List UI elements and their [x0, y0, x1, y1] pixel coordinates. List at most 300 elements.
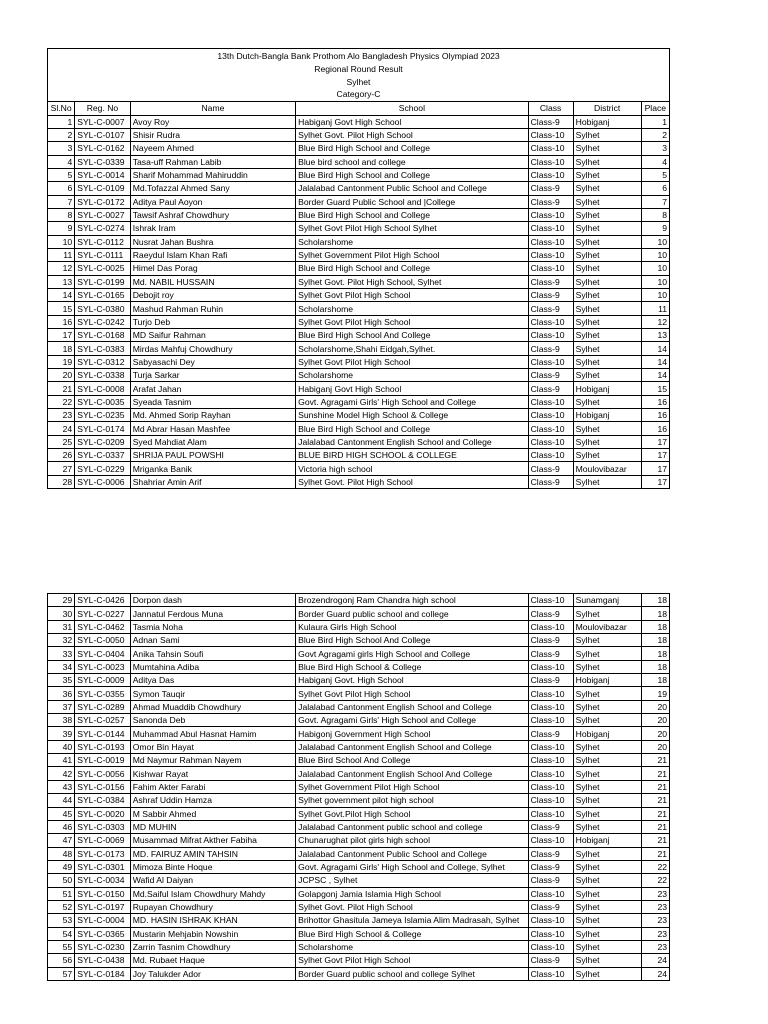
cell-class: Class-9 — [528, 847, 573, 860]
cell-reg-no: SYL-C-0156 — [75, 780, 130, 793]
cell-sl: 54 — [48, 927, 75, 940]
cell-reg-no: SYL-C-0025 — [75, 262, 130, 275]
table-row — [48, 727, 670, 740]
cell-class: Class-10 — [528, 714, 573, 727]
cell-reg-no: SYL-C-0162 — [75, 142, 130, 155]
cell-reg-no: SYL-C-0193 — [75, 740, 130, 753]
cell-district: Sylhet — [573, 262, 641, 275]
cell-name: Dorpon dash — [130, 594, 295, 607]
table-row — [48, 754, 670, 767]
cell-district: Sylhet — [573, 248, 641, 261]
table-row — [48, 860, 670, 873]
cell-sl: 51 — [48, 887, 75, 900]
cell-name: Md. Rubaet Haque — [130, 954, 295, 967]
table-row — [48, 674, 670, 687]
cell-name: Tawsif Ashraf Chowdhury — [130, 208, 295, 221]
cell-sl: 7 — [48, 195, 75, 208]
cell-school: Border Guard public school and college Sylhet — [296, 967, 528, 980]
cell-district: Hobiganj — [573, 727, 641, 740]
cell-name: Anika Tahsin Soufi — [130, 647, 295, 660]
cell-sl: 50 — [48, 874, 75, 887]
cell-sl: 52 — [48, 900, 75, 913]
cell-place: 20 — [641, 700, 669, 713]
cell-district: Sylhet — [573, 369, 641, 382]
header-place: Place — [641, 102, 669, 115]
table-row — [48, 687, 670, 700]
results-sheet-top — [47, 48, 670, 489]
cell-district: Sylhet — [573, 607, 641, 620]
cell-class: Class-10 — [528, 248, 573, 261]
table-row — [48, 927, 670, 940]
cell-place: 14 — [641, 355, 669, 368]
cell-place: 14 — [641, 369, 669, 382]
cell-place: 23 — [641, 914, 669, 927]
cell-class: Class-10 — [528, 155, 573, 168]
cell-name: Md Abrar Hasan Mashfee — [130, 422, 295, 435]
cell-school: Sylhet Govt Pilot High School Sylhet — [296, 222, 528, 235]
cell-place: 14 — [641, 342, 669, 355]
cell-reg-no: SYL-C-0150 — [75, 887, 130, 900]
cell-district: Sylhet — [573, 940, 641, 953]
cell-place: 17 — [641, 475, 669, 488]
cell-sl: 35 — [48, 674, 75, 687]
cell-name: Md. NABIL HUSSAIN — [130, 275, 295, 288]
cell-name: Musammad Mifrat Akther Fabiha — [130, 834, 295, 847]
table-row — [48, 449, 670, 462]
cell-class: Class-10 — [528, 887, 573, 900]
cell-sl: 18 — [48, 342, 75, 355]
cell-school: Blue Bird High School & College — [296, 660, 528, 673]
cell-district: Sylhet — [573, 914, 641, 927]
cell-place: 11 — [641, 302, 669, 315]
cell-class: Class-10 — [528, 409, 573, 422]
cell-district: Hobiganj — [573, 382, 641, 395]
results-table-2 — [47, 593, 670, 981]
cell-reg-no: SYL-C-0144 — [75, 727, 130, 740]
cell-district: Sylhet — [573, 660, 641, 673]
cell-name: Tasmia Noha — [130, 620, 295, 633]
cell-school: Govt. Agragami Girls' High School and College, Sylhet — [296, 860, 528, 873]
cell-name: Symon Tauqir — [130, 687, 295, 700]
cell-class: Class-9 — [528, 647, 573, 660]
cell-sl: 31 — [48, 620, 75, 633]
cell-district: Sylhet — [573, 195, 641, 208]
cell-reg-no: SYL-C-0227 — [75, 607, 130, 620]
cell-name: Zarrin Tasnim Chowdhury — [130, 940, 295, 953]
cell-place: 18 — [641, 634, 669, 647]
cell-district: Sylhet — [573, 475, 641, 488]
table-row — [48, 155, 670, 168]
cell-school: Sylhet Government Pilot High School — [296, 780, 528, 793]
cell-name: Shahriar Amin Arif — [130, 475, 295, 488]
header-row — [48, 102, 670, 115]
cell-name: MD MUHIN — [130, 820, 295, 833]
cell-place: 21 — [641, 820, 669, 833]
table-row — [48, 302, 670, 315]
cell-name: Nusrat Jahan Bushra — [130, 235, 295, 248]
results-sheet-bottom — [47, 593, 670, 981]
cell-sl: 46 — [48, 820, 75, 833]
cell-reg-no: SYL-C-0365 — [75, 927, 130, 940]
table-row — [48, 315, 670, 328]
cell-class: Class-9 — [528, 874, 573, 887]
header-name: Name — [130, 102, 295, 115]
cell-sl: 26 — [48, 449, 75, 462]
cell-reg-no: SYL-C-0020 — [75, 807, 130, 820]
olympiad-title: 13th Dutch-Bangla Bank Prothom Alo Bangladesh Physics Olympiad 2023 — [217, 51, 500, 61]
table-row — [48, 115, 670, 128]
cell-name: M Sabbir Ahmed — [130, 807, 295, 820]
table-row — [48, 262, 670, 275]
table-row — [48, 222, 670, 235]
round-title: Regional Round Result — [314, 63, 403, 74]
cell-district: Sylhet — [573, 289, 641, 302]
cell-name: Turjo Deb — [130, 315, 295, 328]
cell-school: Sylhet Govt. Pilot High School — [296, 128, 528, 141]
cell-place: 23 — [641, 887, 669, 900]
table-row — [48, 607, 670, 620]
cell-district: Sylhet — [573, 967, 641, 980]
cell-class: Class-9 — [528, 342, 573, 355]
table-row — [48, 940, 670, 953]
cell-reg-no: SYL-C-0337 — [75, 449, 130, 462]
table-row — [48, 594, 670, 607]
cell-district: Sylhet — [573, 740, 641, 753]
cell-reg-no: SYL-C-0242 — [75, 315, 130, 328]
table-row — [48, 409, 670, 422]
cell-class: Class-9 — [528, 382, 573, 395]
cell-sl: 43 — [48, 780, 75, 793]
table-row — [48, 780, 670, 793]
table-row — [48, 900, 670, 913]
results-body-2 — [48, 594, 670, 981]
cell-place: 8 — [641, 208, 669, 221]
table-row — [48, 208, 670, 221]
cell-class: Class-9 — [528, 860, 573, 873]
table-row — [48, 700, 670, 713]
cell-class: Class-10 — [528, 754, 573, 767]
cell-district: Sylhet — [573, 128, 641, 141]
cell-district: Sylhet — [573, 342, 641, 355]
cell-sl: 12 — [48, 262, 75, 275]
table-row — [48, 435, 670, 448]
cell-sl: 57 — [48, 967, 75, 980]
cell-sl: 24 — [48, 422, 75, 435]
cell-sl: 45 — [48, 807, 75, 820]
cell-school: Blue Bird High School And College — [296, 634, 528, 647]
cell-class: Class-10 — [528, 315, 573, 328]
cell-name: Mumtahina Adiba — [130, 660, 295, 673]
cell-class: Class-9 — [528, 634, 573, 647]
cell-sl: 9 — [48, 222, 75, 235]
cell-district: Sylhet — [573, 302, 641, 315]
cell-reg-no: SYL-C-0289 — [75, 700, 130, 713]
cell-district: Sylhet — [573, 395, 641, 408]
cell-reg-no: SYL-C-0257 — [75, 714, 130, 727]
cell-district: Sylhet — [573, 820, 641, 833]
cell-sl: 15 — [48, 302, 75, 315]
cell-class: Class-10 — [528, 687, 573, 700]
cell-school: Sylhet Govt. Pilot High School — [296, 475, 528, 488]
cell-name: Ashraf Uddin Hamza — [130, 794, 295, 807]
cell-reg-no: SYL-C-0168 — [75, 329, 130, 342]
cell-district: Sylhet — [573, 168, 641, 181]
results-table-1 — [47, 101, 670, 489]
cell-sl: 5 — [48, 168, 75, 181]
cell-name: Md. Ahmed Sorip Rayhan — [130, 409, 295, 422]
cell-reg-no: SYL-C-0007 — [75, 115, 130, 128]
cell-place: 21 — [641, 780, 669, 793]
cell-school: Sunshine Model High School & College — [296, 409, 528, 422]
table-row — [48, 182, 670, 195]
cell-school: Scholarshome — [296, 235, 528, 248]
table-row — [48, 967, 670, 980]
cell-district: Sylhet — [573, 794, 641, 807]
cell-sl: 19 — [48, 355, 75, 368]
cell-class: Class-9 — [528, 195, 573, 208]
cell-school: Blue Bird High School & College — [296, 927, 528, 940]
table-row — [48, 634, 670, 647]
cell-name: Aditya Das — [130, 674, 295, 687]
cell-sl: 40 — [48, 740, 75, 753]
cell-reg-no: SYL-C-0019 — [75, 754, 130, 767]
cell-district: Sylhet — [573, 155, 641, 168]
category-title: Category-C — [336, 89, 381, 100]
cell-sl: 16 — [48, 315, 75, 328]
cell-school: Habiganj Govt. High School — [296, 674, 528, 687]
cell-reg-no: SYL-C-0014 — [75, 168, 130, 181]
cell-district: Sylhet — [573, 767, 641, 780]
cell-reg-no: SYL-C-0312 — [75, 355, 130, 368]
cell-school: Sylhet Government Pilot High School — [296, 248, 528, 261]
cell-place: 23 — [641, 927, 669, 940]
cell-district: Sylhet — [573, 754, 641, 767]
cell-sl: 33 — [48, 647, 75, 660]
cell-reg-no: SYL-C-0023 — [75, 660, 130, 673]
cell-name: Sabyasachi Dey — [130, 355, 295, 368]
cell-sl: 44 — [48, 794, 75, 807]
table-row — [48, 660, 670, 673]
cell-place: 20 — [641, 714, 669, 727]
cell-sl: 39 — [48, 727, 75, 740]
cell-district: Hobiganj — [573, 674, 641, 687]
table-row — [48, 369, 670, 382]
cell-sl: 8 — [48, 208, 75, 221]
cell-reg-no: SYL-C-0056 — [75, 767, 130, 780]
table-row — [48, 807, 670, 820]
cell-school: Sylhet Govt.Pilot High School — [296, 807, 528, 820]
cell-school: Jalalabad Cantonment English School and College — [296, 740, 528, 753]
cell-school: Blue Bird School And College — [296, 754, 528, 767]
cell-sl: 2 — [48, 128, 75, 141]
cell-district: Sylhet — [573, 954, 641, 967]
cell-reg-no: SYL-C-0229 — [75, 462, 130, 475]
cell-sl: 23 — [48, 409, 75, 422]
table-row — [48, 128, 670, 141]
table-row — [48, 847, 670, 860]
cell-name: Avoy Roy — [130, 115, 295, 128]
cell-class: Class-10 — [528, 435, 573, 448]
cell-reg-no: SYL-C-0274 — [75, 222, 130, 235]
cell-district: Hobiganj — [573, 409, 641, 422]
cell-school: Golapgonj Jamia Islamia High School — [296, 887, 528, 900]
cell-district: Sylhet — [573, 634, 641, 647]
cell-district: Sylhet — [573, 780, 641, 793]
cell-name: Md.Saiful Islam Chowdhury Mahdy — [130, 887, 295, 900]
cell-class: Class-10 — [528, 834, 573, 847]
cell-district: Moulovibazar — [573, 620, 641, 633]
cell-name: Shisir Rudra — [130, 128, 295, 141]
cell-place: 16 — [641, 395, 669, 408]
cell-reg-no: SYL-C-0338 — [75, 369, 130, 382]
cell-sl: 32 — [48, 634, 75, 647]
cell-place: 10 — [641, 235, 669, 248]
cell-sl: 29 — [48, 594, 75, 607]
cell-reg-no: SYL-C-0438 — [75, 954, 130, 967]
cell-class: Class-9 — [528, 462, 573, 475]
cell-class: Class-9 — [528, 289, 573, 302]
cell-place: 18 — [641, 594, 669, 607]
cell-school: Blue Bird High School and College — [296, 142, 528, 155]
cell-school: Sylhet Govt Pilot High School — [296, 315, 528, 328]
cell-class: Class-10 — [528, 914, 573, 927]
cell-class: Class-10 — [528, 449, 573, 462]
cell-class: Class-10 — [528, 794, 573, 807]
cell-reg-no: SYL-C-0184 — [75, 967, 130, 980]
cell-sl: 41 — [48, 754, 75, 767]
cell-reg-no: SYL-C-0383 — [75, 342, 130, 355]
cell-sl: 42 — [48, 767, 75, 780]
cell-place: 16 — [641, 409, 669, 422]
cell-school: Sylhet Govt Pilot High School — [296, 687, 528, 700]
table-row — [48, 620, 670, 633]
cell-place: 18 — [641, 674, 669, 687]
cell-name: Wafid Al Daiyan — [130, 874, 295, 887]
cell-school: Blue bird school and college — [296, 155, 528, 168]
cell-sl: 14 — [48, 289, 75, 302]
cell-name: Mashud Rahman Ruhin — [130, 302, 295, 315]
cell-district: Sylhet — [573, 874, 641, 887]
cell-reg-no: SYL-C-0462 — [75, 620, 130, 633]
cell-school: Jalalabad Cantonment Public School and College — [296, 182, 528, 195]
header-class: Class — [528, 102, 573, 115]
cell-reg-no: SYL-C-0107 — [75, 128, 130, 141]
table-row — [48, 355, 670, 368]
cell-name: Nayeem Ahmed — [130, 142, 295, 155]
cell-reg-no: SYL-C-0303 — [75, 820, 130, 833]
cell-school: Victoria high school — [296, 462, 528, 475]
cell-district: Sylhet — [573, 647, 641, 660]
cell-district: Sunamganj — [573, 594, 641, 607]
cell-class: Class-10 — [528, 235, 573, 248]
cell-name: Mustarin Mehjabin Nowshin — [130, 927, 295, 940]
cell-name: Ishrak Iram — [130, 222, 295, 235]
cell-district: Sylhet — [573, 449, 641, 462]
cell-district: Sylhet — [573, 275, 641, 288]
cell-place: 10 — [641, 275, 669, 288]
cell-district: Sylhet — [573, 315, 641, 328]
cell-reg-no: SYL-C-0034 — [75, 874, 130, 887]
cell-name: Ahmad Muaddib Chowdhury — [130, 700, 295, 713]
table-row — [48, 195, 670, 208]
cell-sl: 6 — [48, 182, 75, 195]
cell-class: Class-10 — [528, 740, 573, 753]
cell-place: 24 — [641, 954, 669, 967]
cell-school: Jalalabad Cantonment English School And College — [296, 767, 528, 780]
cell-sl: 47 — [48, 834, 75, 847]
table-row — [48, 248, 670, 261]
cell-place: 24 — [641, 967, 669, 980]
cell-place: 10 — [641, 262, 669, 275]
cell-name: Sanonda Deb — [130, 714, 295, 727]
cell-district: Sylhet — [573, 927, 641, 940]
cell-name: Raeydul Islam Khan Rafi — [130, 248, 295, 261]
cell-name: Mriganka Banik — [130, 462, 295, 475]
cell-class: Class-10 — [528, 967, 573, 980]
cell-sl: 56 — [48, 954, 75, 967]
cell-class: Class-10 — [528, 700, 573, 713]
cell-name: Joy Talukder Ador — [130, 967, 295, 980]
cell-district: Sylhet — [573, 182, 641, 195]
cell-class: Class-9 — [528, 674, 573, 687]
cell-place: 17 — [641, 449, 669, 462]
cell-sl: 17 — [48, 329, 75, 342]
cell-reg-no: SYL-C-0426 — [75, 594, 130, 607]
cell-sl: 13 — [48, 275, 75, 288]
cell-name: Kishwar Rayat — [130, 767, 295, 780]
cell-class: Class-9 — [528, 820, 573, 833]
cell-sl: 49 — [48, 860, 75, 873]
cell-name: Adnan Sami — [130, 634, 295, 647]
cell-place: 17 — [641, 435, 669, 448]
cell-sl: 11 — [48, 248, 75, 261]
cell-class: Class-10 — [528, 355, 573, 368]
cell-class: Class-10 — [528, 168, 573, 181]
cell-name: Md Naymur Rahman Nayem — [130, 754, 295, 767]
cell-district: Sylhet — [573, 714, 641, 727]
cell-place: 12 — [641, 315, 669, 328]
cell-school: Blue Bird High School And College — [296, 329, 528, 342]
cell-class: Class-10 — [528, 620, 573, 633]
table-row — [48, 382, 670, 395]
cell-class: Class-10 — [528, 208, 573, 221]
cell-district: Sylhet — [573, 847, 641, 860]
table-row — [48, 887, 670, 900]
cell-sl: 21 — [48, 382, 75, 395]
cell-place: 21 — [641, 847, 669, 860]
cell-district: Hobiganj — [573, 834, 641, 847]
cell-district: Sylhet — [573, 235, 641, 248]
table-row — [48, 342, 670, 355]
cell-place: 21 — [641, 834, 669, 847]
cell-district: Sylhet — [573, 887, 641, 900]
cell-name: Omor Bin Hayat — [130, 740, 295, 753]
cell-school: Blue Bird High School and College — [296, 262, 528, 275]
cell-school: Chunarughat pilot girls high school — [296, 834, 528, 847]
cell-reg-no: SYL-C-0209 — [75, 435, 130, 448]
cell-district: Sylhet — [573, 329, 641, 342]
table-row — [48, 874, 670, 887]
cell-place: 15 — [641, 382, 669, 395]
cell-name: Md.Tofazzal Ahmed Sany — [130, 182, 295, 195]
cell-reg-no: SYL-C-0173 — [75, 847, 130, 860]
header-reg: Reg. No — [75, 102, 130, 115]
table-row — [48, 329, 670, 342]
cell-name: Arafat Jahan — [130, 382, 295, 395]
cell-school: Scholarshome — [296, 940, 528, 953]
cell-place: 18 — [641, 660, 669, 673]
cell-class: Class-10 — [528, 780, 573, 793]
